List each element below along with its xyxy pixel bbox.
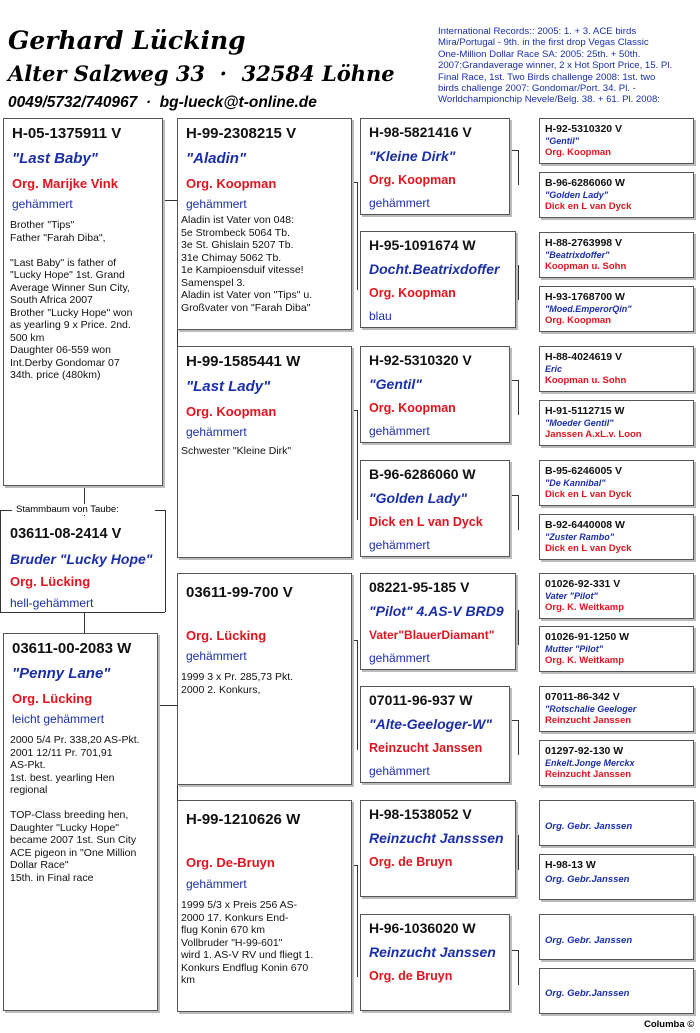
breeder-origin: Koopman u. Sohn: [545, 261, 627, 272]
records-line: Final Race, 1st. Two Birds challenge 2008: 1st. two: [438, 71, 656, 83]
pigeon-name: "Moeder Gentil": [545, 418, 614, 428]
breeder-origin: Org. Koopman: [369, 286, 456, 300]
pedigree-card-gen4[interactable]: [539, 800, 694, 846]
pedigree-card-gen3[interactable]: [360, 460, 510, 557]
pedigree-card-gen2[interactable]: [177, 118, 352, 330]
pigeon-color: gehämmert: [369, 196, 430, 210]
ring-number: H-98-5821416 V: [369, 124, 472, 140]
pigeon-name: "Beatrixdoffer": [545, 250, 610, 260]
pigeon-notes: 1999 5/3 x Preis 256 AS- 2000 17. Konkurs End- flug Konin 670 km Vollbruder "H-99-601" wird 1. AS-V RV und fliegt 1. Konkurs Endflug Konin 670 km: [181, 899, 314, 986]
pigeon-name: "De Kannibal": [545, 478, 606, 488]
pedigree-card-gen4[interactable]: [539, 626, 694, 672]
pigeon-name: "Kleine Dirk": [369, 148, 456, 164]
pedigree-card-gen4[interactable]: [539, 914, 694, 960]
pedigree-card-gen4[interactable]: [539, 346, 694, 392]
pigeon-name: "Golden Lady": [545, 190, 609, 200]
pigeon-color: gehämmert: [369, 764, 430, 778]
pedigree-card-gen4[interactable]: [539, 232, 694, 278]
ring-number: H-98-13 W: [545, 859, 596, 871]
pigeon-name: "Gentil": [545, 136, 580, 146]
ring-number: H-05-1375911 V: [12, 125, 122, 142]
pedigree-card-gen3[interactable]: [360, 914, 510, 1011]
breeder-origin: Org. de Bruyn: [369, 855, 453, 869]
records-line: One-Million Dollar Race SA: 2005: 25th. + 50th.: [438, 48, 641, 60]
ring-number: B-96-6286060 W: [545, 177, 625, 189]
breeder-origin: Reinzucht Janssen: [369, 741, 483, 755]
pigeon-notes: Aladin ist Vater von 048: 5e Strombeck 5064 Tb. 3e St. Ghislain 5207 Tb. 31e Chimay 5062 Tb. 1e Kampioensduif vitesse! Samenspel 3. Aladin ist Vater von "Tips" u. Großvater von "Farah Diba": [181, 214, 313, 314]
breeder-origin: Dick en L van Dyck: [369, 515, 483, 529]
pigeon-color: gehämmert: [369, 424, 430, 438]
pigeon-name: Enkelt.Jonge Merckx: [545, 758, 635, 768]
pigeon-name: "Pilot" 4.AS-V BRD9: [369, 603, 504, 619]
breeder-origin: Reinzucht Janssen: [545, 769, 632, 780]
pedigree-card-gen4[interactable]: [539, 172, 694, 218]
pedigree-card-gen4[interactable]: [539, 514, 694, 560]
pigeon-notes: Brother "Tips" Father "Farah Diba", "Last Baby" is father of "Lucky Hope" 1st. Grand Average Winner Sun City, South Africa 2007 Brother "Lucky Hope" won as yearling 9 x Price. 2nd. 500 km Daughter 06-559 won Int.Derby Gondomar 07 34th. price (480km): [10, 219, 133, 381]
breeder-origin: Org. K. Weitkamp: [545, 602, 625, 613]
ring-number: 07011-86-342 V: [545, 691, 620, 703]
pigeon-name: Docht.Beatrixdoffer: [369, 261, 500, 277]
pigeon-name: Reinzucht Jansssen: [369, 830, 504, 846]
pedigree-card-gen4[interactable]: [539, 400, 694, 446]
ring-number: B-96-6286060 W: [369, 466, 476, 482]
pigeon-name: "Last Baby": [12, 150, 98, 167]
pedigree-card-gen4[interactable]: [539, 118, 694, 164]
breeder-origin: Org. Gebr.Janssen: [545, 874, 630, 885]
pigeon-name: "Zuster Rambo": [545, 532, 615, 542]
breeder-origin: Dick en L van Dyck: [545, 201, 632, 212]
ring-number: 07011-96-937 W: [369, 692, 473, 708]
breeder-contact: 0049/5732/740967 · bg-lueck@t-online.de: [8, 94, 317, 111]
pigeon-name: "Golden Lady": [369, 490, 468, 506]
breeder-origin: Org. de Bruyn: [369, 969, 453, 983]
pigeon-color: leicht gehämmert: [12, 712, 105, 726]
ring-number: B-95-6246005 V: [545, 465, 623, 477]
pigeon-color: gehämmert: [369, 651, 430, 665]
breeder-origin: Org. K. Weitkamp: [545, 655, 625, 666]
pedigree-card-gen3[interactable]: [360, 800, 516, 897]
pigeon-name: Mutter "Pilot": [545, 644, 604, 654]
pedigree-card-gen2[interactable]: [177, 346, 352, 558]
pedigree-card-gen4[interactable]: [539, 740, 694, 786]
ring-number: 01297-92-130 W: [545, 745, 624, 757]
ring-number: 01026-91-1250 W: [545, 631, 630, 643]
pigeon-name: Bruder "Lucky Hope": [10, 551, 153, 567]
pigeon-color: gehämmert: [12, 197, 73, 211]
breeder-origin: Org. Lücking: [12, 691, 93, 706]
breeder-origin: Org. Koopman: [186, 176, 277, 191]
pigeon-name: "Gentil": [369, 376, 422, 392]
ring-number: 03611-08-2414 V: [10, 526, 122, 542]
breeder-origin: Dick en L van Dyck: [545, 543, 632, 554]
pigeon-name: "Rotschalie Geeloger: [545, 704, 637, 714]
breeder-origin: Janssen A.xL.v. Loon: [545, 429, 642, 440]
pigeon-color: gehämmert: [186, 877, 247, 891]
ring-number: 03611-00-2083 W: [12, 640, 132, 657]
records-line: 2007:Grandaverage winner, 2 x Hot Sport Price, 15. Pl.: [438, 60, 673, 72]
pedigree-card-gen3[interactable]: [360, 573, 516, 670]
breeder-origin: Koopman u. Sohn: [545, 375, 627, 386]
pigeon-color: blau: [369, 309, 392, 323]
ring-number: H-88-4024619 V: [545, 351, 623, 363]
pedigree-card-gen4[interactable]: [539, 573, 694, 619]
breeder-origin: Org. Koopman: [369, 401, 456, 415]
pigeon-name: "Alte-Geeloger-W": [369, 716, 492, 732]
records-line: birds challenge 2007: Gondomar/Port. 34. Pl. -: [438, 83, 636, 95]
breeder-origin: Org. Gebr.Janssen: [545, 988, 630, 999]
pedigree-card-gen3[interactable]: [360, 686, 510, 783]
ring-number: 01026-92-331 V: [545, 578, 621, 590]
ring-number: H-88-2763998 V: [545, 237, 623, 249]
main-pigeon-card[interactable]: [3, 118, 163, 486]
pedigree-card-gen2[interactable]: [177, 800, 352, 1012]
breeder-origin: Org. Gebr. Janssen: [545, 821, 633, 832]
ring-number: H-95-1091674 W: [369, 237, 476, 253]
ring-number: 08221-95-185 V: [369, 579, 470, 595]
breeder-name: Gerhard Lücking: [8, 26, 246, 55]
breeder-origin: Vater"BlauerDiamant": [369, 628, 495, 642]
footer-credit: Columba ©: [644, 1019, 695, 1030]
ring-number: H-91-5112715 W: [545, 405, 625, 417]
pigeon-color: gehämmert: [186, 197, 247, 211]
pedigree-card-gen3[interactable]: [360, 118, 510, 215]
pedigree-card-gen3[interactable]: [360, 231, 516, 328]
pigeon-name: "Penny Lane": [12, 665, 111, 682]
ring-number: H-99-2308215 V: [186, 125, 297, 142]
pigeon-color: gehämmert: [186, 425, 247, 439]
pigeon-name: Vater "Pilot": [545, 591, 598, 601]
pedigree-card-gen4[interactable]: [539, 686, 694, 732]
records-line: Mira/Portugal - 9th. in the first drop Vegas Classic: [438, 37, 649, 49]
breeder-origin: Org. Koopman: [545, 315, 611, 326]
breeder-origin: Org. Lücking: [10, 574, 91, 589]
pedigree-card-gen4[interactable]: [539, 854, 694, 900]
pedigree-card-gen2[interactable]: [177, 573, 352, 785]
pigeon-color: hell-gehämmert: [10, 596, 94, 610]
breeder-origin: Org. Koopman: [186, 404, 277, 419]
pedigree-card-gen4[interactable]: [539, 460, 694, 506]
dam-card[interactable]: [3, 633, 158, 1011]
breeder-origin: Reinzucht Janssen: [545, 715, 632, 726]
pigeon-name: "Last Lady": [186, 378, 271, 395]
breeder-origin: Org. Marijke Vink: [12, 176, 118, 191]
ring-number: H-93-1768700 W: [545, 291, 625, 303]
breeder-origin: Dick en L van Dyck: [545, 489, 632, 500]
ring-number: 03611-99-700 V: [186, 584, 293, 601]
pigeon-color: gehämmert: [186, 649, 247, 663]
pigeon-name: Eric: [545, 364, 563, 374]
stammbaum-label: Stammbaum von Taube:: [16, 504, 119, 515]
pigeon-notes: Schwester "Kleine Dirk": [181, 445, 292, 457]
records-text: [438, 26, 698, 106]
breeder-origin: Org. Lücking: [186, 628, 267, 643]
pigeon-name: "Aladin": [186, 150, 247, 167]
ring-number: H-96-1036020 W: [369, 920, 476, 936]
pigeon-color: gehämmert: [369, 538, 430, 552]
breeder-origin: Org. Koopman: [369, 173, 456, 187]
ring-number: B-92-6440008 W: [545, 519, 625, 531]
pigeon-notes: 2000 5/4 Pr. 338,20 AS-Pkt. 2001 12/11 Pr. 701,91 AS-Pkt. 1st. best. yearling Hen regional TOP-Class breeding hen, Daughter "Lucky Hope" became 2007 1st. Sun City ACE pigeon in "One Million Dollar Race" 15th. in Final race: [10, 734, 140, 884]
ring-number: H-92-5310320 V: [369, 352, 472, 368]
ring-number: H-98-1538052 V: [369, 806, 472, 822]
ring-number: H-99-1585441 W: [186, 353, 301, 370]
ring-number: H-99-1210626 W: [186, 811, 301, 828]
records-line: International Records:: 2005: 1. + 3. ACE birds: [438, 26, 637, 37]
records-line: Worldchampionchip Nevele/Belg. 38. + 61. Pl. 2008:: [438, 94, 660, 106]
pedigree-card-gen4[interactable]: [539, 968, 694, 1014]
breeder-origin: Org. De-Bruyn: [186, 855, 275, 870]
pigeon-notes: 1999 3 x Pr. 285,73 Pkt. 2000 2. Konkurs,: [181, 671, 294, 696]
sibling-card[interactable]: [2, 518, 162, 610]
pigeon-name: "Moed.EmperorQin": [545, 304, 632, 314]
breeder-address: Alter Salzweg 33 · 32584 Löhne: [8, 61, 395, 86]
breeder-origin: Org. Gebr. Janssen: [545, 935, 633, 946]
breeder-origin: Org. Koopman: [545, 147, 611, 158]
ring-number: H-92-5310320 V: [545, 123, 623, 135]
pedigree-card-gen3[interactable]: [360, 346, 510, 443]
pedigree-card-gen4[interactable]: [539, 286, 694, 332]
pigeon-name: Reinzucht Janssen: [369, 944, 496, 960]
